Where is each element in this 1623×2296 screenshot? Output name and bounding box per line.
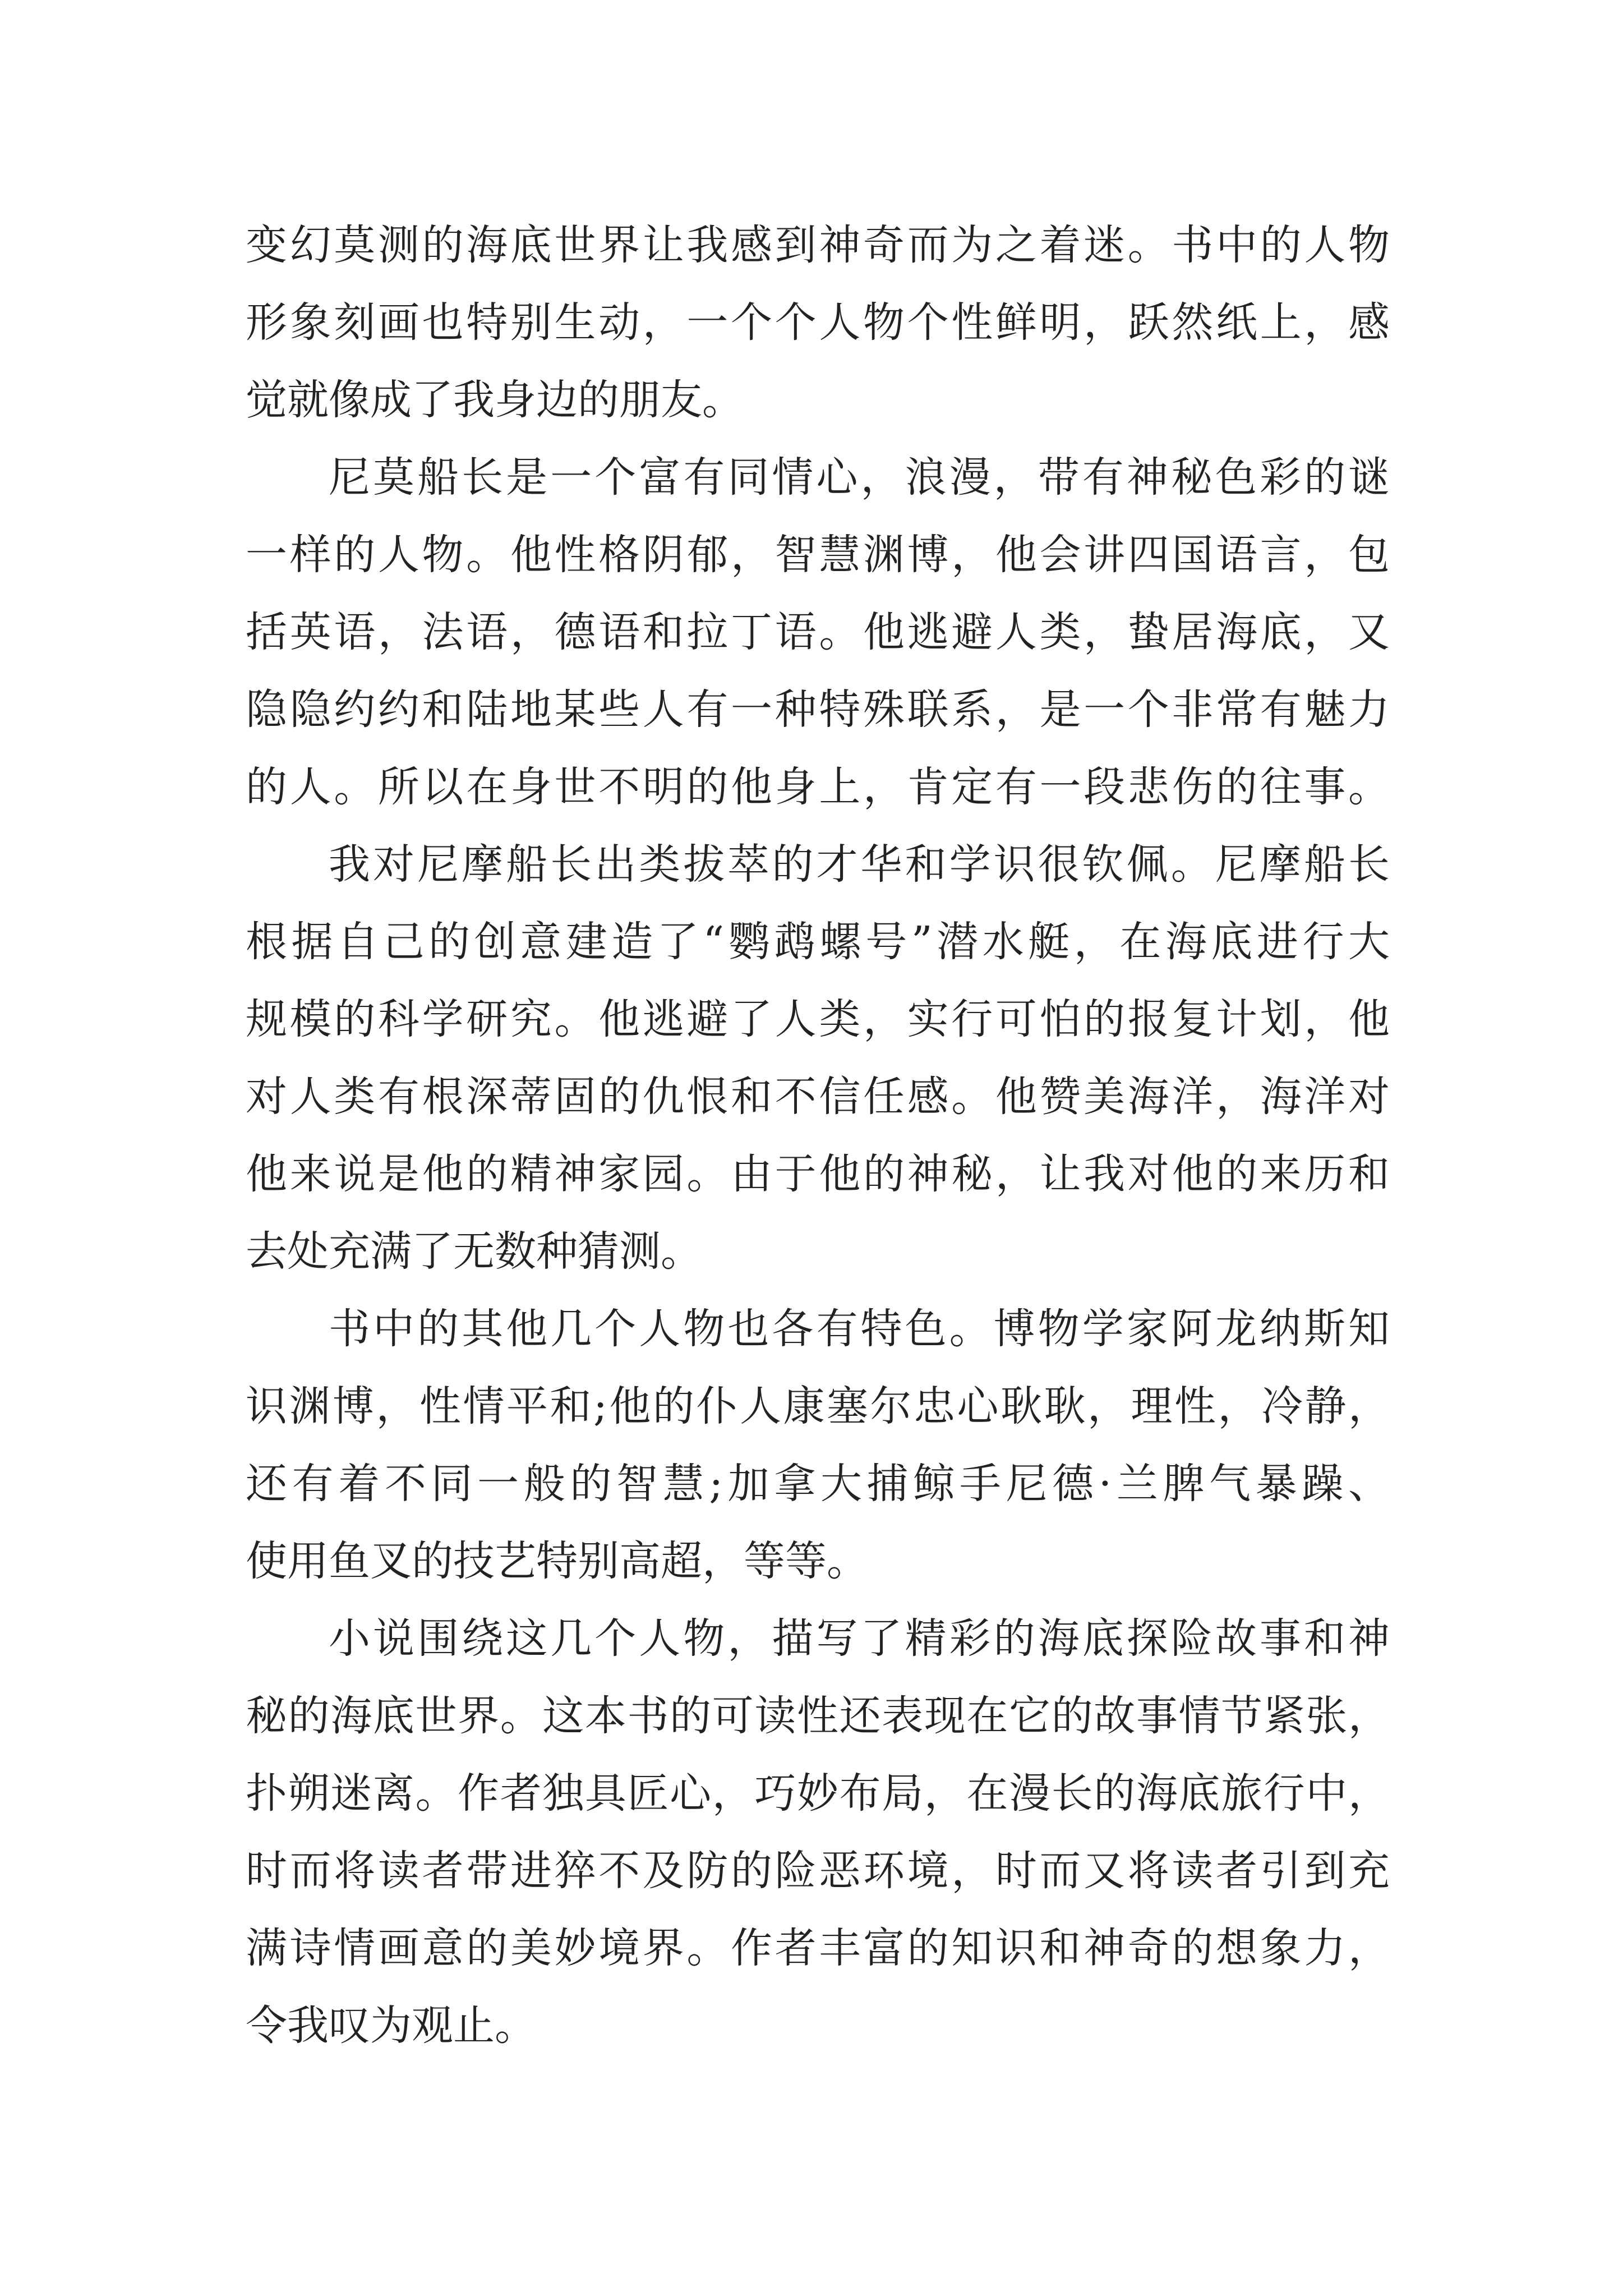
- text-line: 一样的人物。他性格阴郁，智慧渊博，他会讲四国语言，包: [246, 531, 1390, 579]
- text-line: 觉就像成了我身边的朋友。: [246, 376, 744, 424]
- text-line: 时而将读者带进猝不及防的险恶环境，时而又将读者引到充: [246, 1847, 1390, 1895]
- text-line: 去处充满了无数种猜测。: [246, 1227, 702, 1276]
- text-line: 对人类有根深蒂固的仇恨和不信任感。他赞美海洋，海洋对: [246, 1073, 1390, 1121]
- paragraph: [246, 439, 1390, 826]
- text-line: 我对尼摩船长出类拔萃的才华和学识很钦佩。尼摩船长: [329, 840, 1390, 889]
- text-line: 满诗情画意的美妙境界。作者丰富的知识和神奇的想象力，: [246, 1924, 1390, 1972]
- text-line: 还有着不同一般的智慧;加拿大捕鲸手尼德·兰脾气暴躁、: [246, 1460, 1390, 1508]
- text-line: 规模的科学研究。他逃避了人类，实行可怕的报复计划，他: [246, 995, 1390, 1043]
- text-line: 括英语，法语，德语和拉丁语。他逃避人类，蛰居海底，又: [246, 608, 1390, 656]
- text-line: 变幻莫测的海底世界让我感到神奇而为之着迷。书中的人物: [246, 221, 1390, 269]
- paragraph: [246, 1600, 1390, 2064]
- text-line: 使用鱼叉的技艺特别高超，等等。: [246, 1537, 868, 1585]
- paragraph: [246, 206, 1390, 439]
- text-line: 形象刻画也特别生动，一个个人物个性鲜明，跃然纸上，感: [246, 298, 1390, 347]
- text-line: 识渊博，性情平和;他的仆人康塞尔忠心耿耿，理性，冷静，: [246, 1382, 1390, 1430]
- text-line: 尼莫船长是一个富有同情心，浪漫，带有神秘色彩的谜: [329, 453, 1390, 501]
- text-line: 扑朔迷离。作者独具匠心，巧妙布局，在漫长的海底旅行中，: [246, 1769, 1390, 1818]
- text-line: 根据自己的创意建造了“鹦鹉螺号”潜水艇，在海底进行大: [246, 918, 1390, 966]
- text-line: 的人。所以在身世不明的他身上，肯定有一段悲伤的往事。: [246, 763, 1390, 811]
- paragraph: [246, 826, 1390, 1290]
- text-line: 令我叹为观止。: [246, 2001, 536, 2050]
- text-line: 书中的其他几个人物也各有特色。博物学家阿龙纳斯知: [329, 1305, 1390, 1353]
- text-line: 隐隐约约和陆地某些人有一种特殊联系，是一个非常有魅力: [246, 685, 1390, 734]
- body-text: [246, 206, 1390, 2064]
- text-line: 秘的海底世界。这本书的可读性还表现在它的故事情节紧张，: [246, 1692, 1390, 1740]
- paragraph: [246, 1290, 1390, 1600]
- text-line: 小说围绕这几个人物，描写了精彩的海底探险故事和神: [329, 1614, 1390, 1663]
- text-line: 他来说是他的精神家园。由于他的神秘，让我对他的来历和: [246, 1150, 1390, 1198]
